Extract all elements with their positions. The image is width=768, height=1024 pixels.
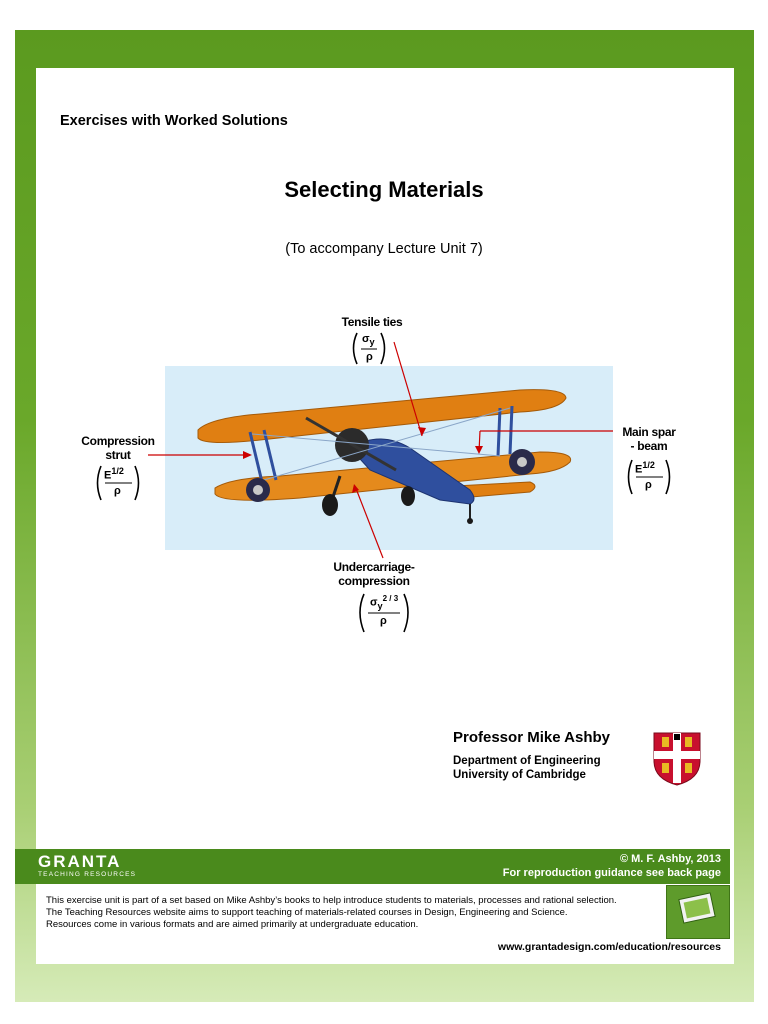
formula-main-spar-numerator: $E^{1/2}$ [635, 460, 655, 476]
main-spar-label-line1: Main spar [622, 425, 676, 439]
reproduction-note: For reproduction guidance see back page [502, 867, 721, 879]
copyright-text: © M. F. Ashby, 2013 [619, 853, 721, 865]
main-spar-label-line2: - beam [630, 439, 668, 453]
department: Department of Engineering [453, 755, 601, 767]
university: University of Cambridge [453, 769, 586, 781]
formula-undercarriage-denominator: ρ [380, 615, 387, 627]
info-line-1: This exercise unit is part of a set based on Mike Ashby’s books to help introduce students to materials, processes and rational selection. [46, 895, 617, 906]
compression-label-line1: Compression [81, 434, 155, 448]
series-heading: Exercises with Worked Solutions [60, 113, 288, 129]
teaching-resources-icon [666, 885, 730, 939]
granta-logo-subtitle: TEACHING RESOURCES [38, 871, 137, 878]
formula-main-spar-denominator: ρ [645, 479, 652, 491]
formula-compression-denominator: ρ [114, 485, 121, 497]
copyright-block [503, 852, 721, 880]
page-subtitle: (To accompany Lecture Unit 7) [285, 241, 483, 257]
cambridge-crest-icon [652, 731, 702, 787]
formula-compression-numerator: $E^{1/2}$ [104, 466, 124, 482]
formula-tensile-numerator: $\sigma_y$ [362, 333, 375, 348]
footer-info [46, 895, 646, 931]
author-name: Professor Mike Ashby [453, 729, 610, 746]
annotation-tensile-ties: Tensile ties [341, 315, 403, 329]
annotation-compression-strut [68, 434, 168, 462]
formula-undercarriage-numerator: $\sigma_y^{2 / 3}$ [370, 594, 399, 611]
formula-tensile-denominator: ρ [366, 351, 373, 363]
resources-url-link[interactable]: www.grantadesign.com/education/resources [497, 941, 721, 953]
granta-logo: GRANTA [38, 852, 122, 871]
compression-label-line2: strut [105, 448, 131, 462]
info-line-2: The Teaching Resources website aims to support teaching of materials-related courses in Design, Engineering and Science. [46, 907, 568, 918]
info-line-3: Resources come in various formats and are aimed primarily at undergraduate education. [46, 919, 419, 930]
annotation-main-spar [606, 425, 692, 453]
undercarriage-label-line1: Undercarriage- [333, 560, 415, 574]
page-title: Selecting Materials [284, 177, 484, 202]
author-affiliation [453, 754, 601, 782]
annotation-undercarriage [322, 560, 426, 588]
undercarriage-label-line2: compression [338, 574, 410, 588]
